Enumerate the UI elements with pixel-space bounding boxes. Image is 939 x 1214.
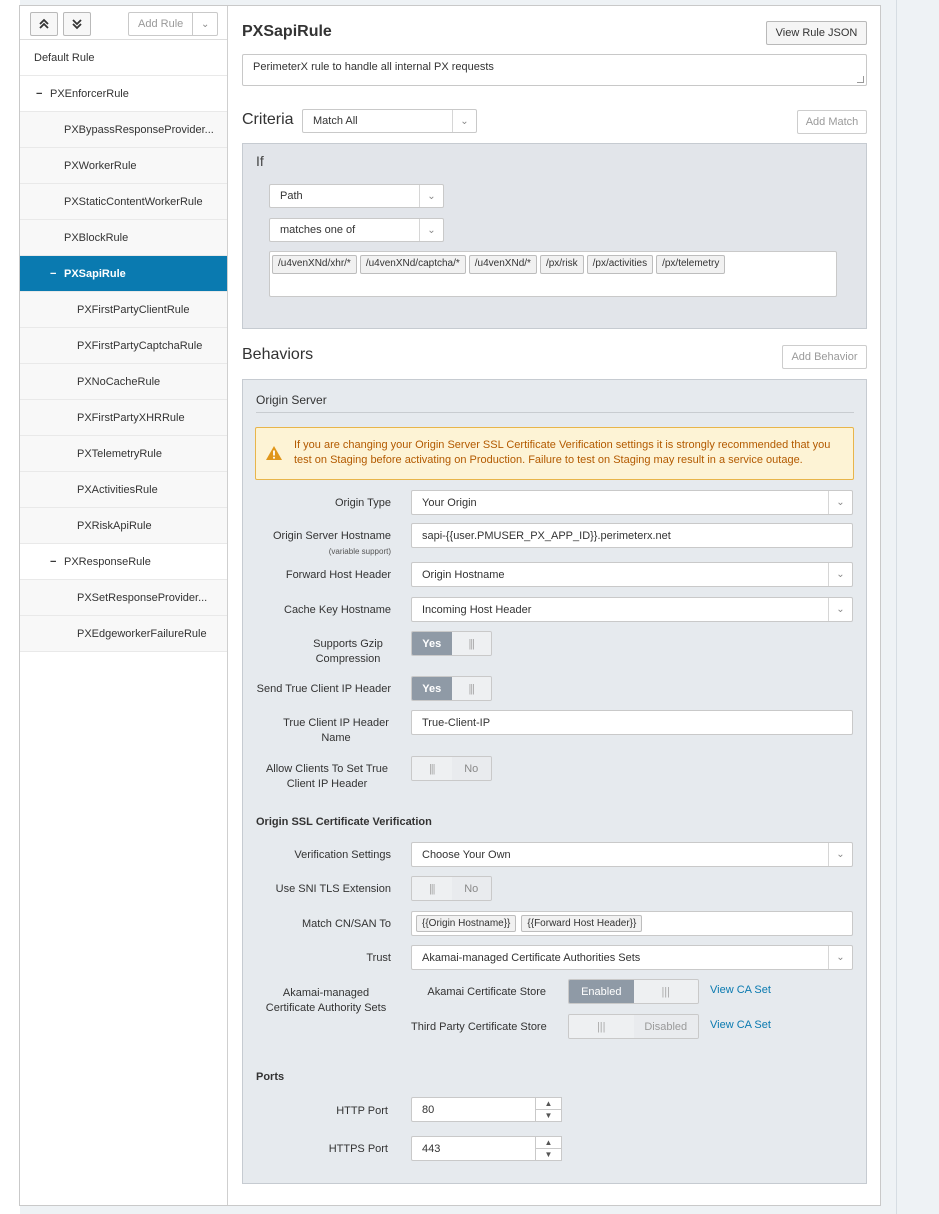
criteria-value-tag[interactable]: /px/risk xyxy=(540,255,584,274)
decrement-icon[interactable]: ▼ xyxy=(536,1109,561,1121)
rule-tree-item[interactable] xyxy=(20,544,227,580)
criteria-value-tag[interactable]: /u4venXNd/captcha/* xyxy=(360,255,466,274)
true-ip-label: Send True Client IP Header xyxy=(256,683,391,695)
chevron-down-icon: ⌄ xyxy=(828,946,852,969)
rule-title: PXSapiRule xyxy=(242,23,332,40)
allow-clients-label-text: Allow Clients To Set True Client IP Header xyxy=(265,763,389,790)
rule-tree-item[interactable] xyxy=(20,76,227,112)
rule-tree-item[interactable] xyxy=(20,580,227,616)
toggle-grip-icon: ||| xyxy=(412,877,452,900)
expand-all-button[interactable] xyxy=(63,12,91,36)
rule-tree-item[interactable] xyxy=(20,220,227,256)
hostname-label-text: Origin Server Hostname xyxy=(273,530,391,542)
allow-clients-toggle[interactable] xyxy=(411,756,492,781)
trust-value: Akamai-managed Certificate Authorities Sets xyxy=(422,951,641,964)
rule-name: PXResponseRule xyxy=(64,555,151,568)
view-rule-json-button[interactable]: View Rule JSON xyxy=(766,21,867,45)
true-ip-name-label xyxy=(251,716,391,746)
stepper xyxy=(536,1136,562,1161)
increment-icon[interactable]: ▲ xyxy=(544,1099,553,1108)
cache-key-value: Incoming Host Header xyxy=(422,603,532,616)
true-ip-toggle[interactable] xyxy=(411,676,492,701)
criteria-values-input[interactable] xyxy=(269,251,837,297)
add-rule-button[interactable] xyxy=(128,12,218,36)
ca-sets-label-text: Akamai-managed Certificate Authority Sets xyxy=(265,987,387,1014)
rule-tree-item[interactable] xyxy=(20,184,227,220)
rule-tree-item[interactable] xyxy=(20,364,227,400)
toggle-enabled: Enabled xyxy=(569,980,634,1003)
toggle-disabled: Disabled xyxy=(634,1015,699,1038)
rule-name: PXEnforcerRule xyxy=(50,87,129,100)
rule-tree-sidebar xyxy=(20,6,228,1205)
resize-grip-icon[interactable] xyxy=(857,76,864,83)
rule-tree-item[interactable] xyxy=(20,292,227,328)
rule-details xyxy=(242,6,868,1205)
rule-tree-item[interactable] xyxy=(20,148,227,184)
chevron-down-icon: ⌄ xyxy=(828,598,852,621)
rule-name: PXFirstPartyCaptchaRule xyxy=(77,339,203,352)
match-cn-input[interactable] xyxy=(411,911,853,936)
collapse-toggle-icon[interactable]: − xyxy=(50,267,57,280)
rule-name: PXEdgeworkerFailureRule xyxy=(77,627,207,640)
true-ip-name-label-text: True Client IP Header Name xyxy=(283,717,389,744)
third-party-store-toggle[interactable] xyxy=(568,1014,699,1039)
origin-hostname-input[interactable]: sapi-{{user.PMUSER_PX_APP_ID}}.perimeterx.net xyxy=(411,523,853,548)
criteria-if-panel xyxy=(242,143,867,329)
criteria-heading: Criteria xyxy=(242,111,294,128)
divider xyxy=(256,412,854,413)
criteria-field-value: Path xyxy=(280,190,303,202)
rule-name: PXSapiRule xyxy=(64,267,126,280)
add-match-button[interactable]: Add Match xyxy=(797,110,867,134)
toggle-grip-icon: ||| xyxy=(452,632,492,655)
if-label: If xyxy=(256,153,264,169)
rule-tree-toolbar xyxy=(20,6,227,40)
forward-host-value: Origin Hostname xyxy=(422,568,505,581)
trust-select[interactable] xyxy=(411,945,853,970)
rule-tree-item[interactable] xyxy=(20,508,227,544)
rule-name: PXActivitiesRule xyxy=(77,483,158,496)
collapse-toggle-icon[interactable]: − xyxy=(50,555,57,568)
rule-tree-item[interactable] xyxy=(20,40,227,76)
sni-label: Use SNI TLS Extension xyxy=(275,883,391,895)
rule-tree-item[interactable] xyxy=(20,256,227,292)
rule-name: PXWorkerRule xyxy=(64,159,137,172)
collapse-all-button[interactable] xyxy=(30,12,58,36)
toggle-yes: Yes xyxy=(412,632,452,655)
hostname-hint: (variable support) xyxy=(328,547,391,556)
add-behavior-button[interactable]: Add Behavior xyxy=(782,345,867,369)
rule-tree-item[interactable] xyxy=(20,616,227,652)
rule-name: PXRiskApiRule xyxy=(77,519,152,532)
chevron-down-icon: ⌄ xyxy=(419,185,443,207)
rule-description-text: PerimeterX rule to handle all internal PX requests xyxy=(253,61,494,73)
rule-name: PXNoCacheRule xyxy=(77,375,161,388)
behavior-title: Origin Server xyxy=(256,393,327,407)
akamai-store-label: Akamai Certificate Store xyxy=(427,986,546,998)
third-party-store-label: Third Party Certificate Store xyxy=(411,1021,547,1033)
decrement-icon[interactable]: ▼ xyxy=(536,1148,561,1160)
ports-heading: Ports xyxy=(256,1071,285,1083)
cache-key-select[interactable] xyxy=(411,597,853,622)
allow-clients-label xyxy=(251,762,391,792)
add-rule-label: Add Rule xyxy=(138,18,184,30)
rule-name: PXBypassResponseProvider... xyxy=(64,123,214,136)
https-port-label: HTTPS Port xyxy=(328,1143,388,1155)
http-port-input[interactable]: 80 xyxy=(411,1097,536,1122)
origin-type-value: Your Origin xyxy=(422,496,477,509)
rule-tree-item[interactable] xyxy=(20,436,227,472)
rule-name: PXStaticContentWorkerRule xyxy=(64,195,203,208)
rule-name: PXFirstPartyXHRRule xyxy=(77,411,185,424)
http-port-label: HTTP Port xyxy=(336,1105,388,1117)
view-ca-set-link[interactable]: View CA Set xyxy=(710,1019,771,1031)
toggle-yes: Yes xyxy=(412,677,452,700)
chevron-down-icon: ⌄ xyxy=(419,219,443,241)
rule-name: Default Rule xyxy=(34,51,95,64)
rule-tree-item[interactable] xyxy=(20,112,227,148)
increment-icon[interactable]: ▲ xyxy=(544,1138,553,1147)
left-gutter xyxy=(0,0,20,1214)
origin-type-select[interactable] xyxy=(411,490,853,515)
rule-tree xyxy=(20,40,227,652)
cache-key-label: Cache Key Hostname xyxy=(284,604,391,616)
http-port-stepper[interactable] xyxy=(411,1097,562,1122)
trust-label: Trust xyxy=(366,952,391,964)
rule-name: PXSetResponseProvider... xyxy=(77,591,208,604)
origin-server-behavior xyxy=(242,379,867,1184)
warning-banner xyxy=(255,427,854,480)
toggle-no: No xyxy=(452,757,492,780)
chevron-down-icon: ⌄ xyxy=(828,843,852,866)
true-ip-name-input[interactable]: True-Client-IP xyxy=(411,710,853,735)
chevron-down-icon: ⌄ xyxy=(828,491,852,514)
ca-sets-label xyxy=(248,986,388,1016)
criteria-operator-value: matches one of xyxy=(280,224,356,236)
rule-tree-item[interactable] xyxy=(20,400,227,436)
rule-tree-item[interactable] xyxy=(20,328,227,364)
toggle-grip-icon: ||| xyxy=(452,677,492,700)
forward-host-label: Forward Host Header xyxy=(285,569,391,581)
criteria-value-tag[interactable]: /u4venXNd/xhr/* xyxy=(272,255,357,274)
behaviors-heading: Behaviors xyxy=(242,346,314,363)
rule-editor xyxy=(19,5,881,1206)
match-mode-value: Match All xyxy=(313,115,358,127)
rule-name: PXFirstPartyClientRule xyxy=(77,303,190,316)
toggle-grip-icon: ||| xyxy=(634,980,699,1003)
forward-host-select[interactable] xyxy=(411,562,853,587)
criteria-value-tag[interactable]: /px/activities xyxy=(587,255,653,274)
rule-name: PXTelemetryRule xyxy=(77,447,162,460)
match-cn-tag[interactable]: {{Origin Hostname}} xyxy=(416,915,516,932)
match-cn-label: Match CN/SAN To xyxy=(301,918,391,930)
chevron-down-icon: ⌄ xyxy=(828,563,852,586)
right-gutter xyxy=(880,0,939,1214)
double-chevron-down-icon xyxy=(71,18,83,30)
https-port-stepper[interactable] xyxy=(411,1136,562,1161)
verification-value: Choose Your Own xyxy=(422,848,511,861)
stepper xyxy=(536,1097,562,1122)
criteria-operator-select[interactable] xyxy=(269,218,444,242)
https-port-input[interactable]: 443 xyxy=(411,1136,536,1161)
match-mode-select[interactable] xyxy=(302,109,477,133)
chevron-down-icon: ⌄ xyxy=(452,110,476,132)
rule-tree-item[interactable] xyxy=(20,472,227,508)
toggle-no: No xyxy=(452,877,492,900)
toggle-grip-icon: ||| xyxy=(569,1015,634,1038)
criteria-value-tag[interactable]: /u4venXNd/* xyxy=(469,255,537,274)
gzip-toggle[interactable] xyxy=(411,631,492,656)
view-ca-set-link[interactable]: View CA Set xyxy=(710,984,771,996)
verification-select[interactable] xyxy=(411,842,853,867)
hostname-label xyxy=(251,529,391,559)
rule-description-field[interactable] xyxy=(242,54,867,86)
verification-label: Verification Settings xyxy=(294,849,391,861)
origin-type-label: Origin Type xyxy=(334,497,391,509)
warning-icon xyxy=(265,445,283,461)
criteria-field-select[interactable] xyxy=(269,184,444,208)
criteria-value-tag[interactable]: /px/telemetry xyxy=(656,255,725,274)
match-cn-tag[interactable]: {{Forward Host Header}} xyxy=(521,915,642,932)
rule-name: PXBlockRule xyxy=(64,231,129,244)
ssl-verification-heading: Origin SSL Certificate Verification xyxy=(256,816,432,828)
double-chevron-up-icon xyxy=(38,18,50,30)
sni-toggle[interactable] xyxy=(411,876,492,901)
chevron-down-icon[interactable]: ⌄ xyxy=(192,13,217,35)
toggle-grip-icon: ||| xyxy=(412,757,452,780)
gzip-label-text: Supports Gzip Compression xyxy=(313,638,383,665)
gzip-label xyxy=(248,637,388,667)
warning-text: If you are changing your Origin Server SSL Certificate Verification settings it is strongly recommended that you test on Staging before activating on Production. Failure to test on Staging may result in a service outage. xyxy=(294,439,831,466)
collapse-toggle-icon[interactable]: − xyxy=(36,87,43,100)
akamai-store-toggle[interactable] xyxy=(568,979,699,1004)
